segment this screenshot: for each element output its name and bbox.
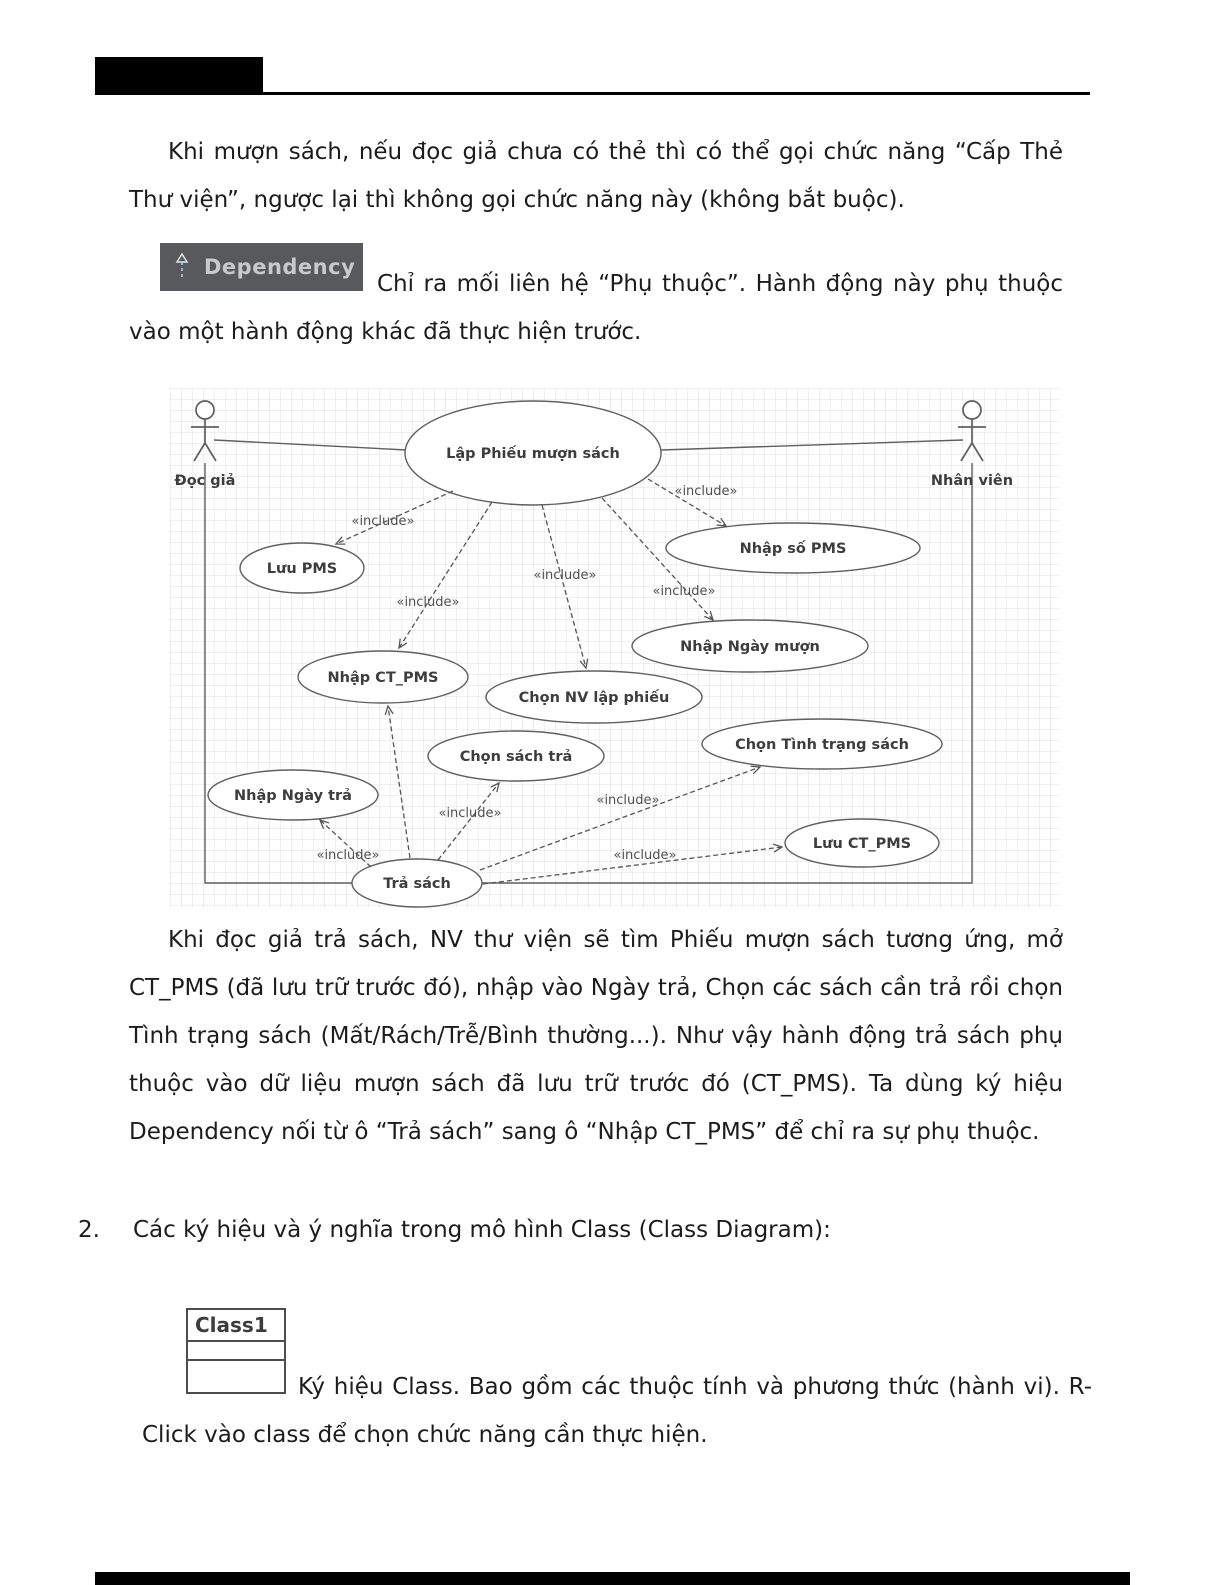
header-rule: [95, 92, 1090, 95]
usecase-label: Lưu CT_PMS: [812, 836, 912, 852]
usecase-diagram-svg: [170, 388, 1060, 908]
class-symbol: [186, 1308, 286, 1394]
include-label: «include»: [652, 584, 716, 599]
list-item-number: 2.: [78, 1217, 100, 1243]
usecase-label: Nhập Ngày mượn: [680, 639, 820, 655]
actor-leg-left: [194, 443, 205, 461]
dependency-badge-content: [160, 243, 363, 291]
dependency-arrow-icon: [170, 250, 194, 284]
usecase-nhap-so-pms: [666, 523, 920, 573]
usecase-tra-sach: [352, 859, 482, 907]
include-label: «include»: [674, 484, 738, 499]
dependency-toolbar-badge: [160, 243, 363, 291]
usecase-nhap-ngay-tra: [208, 770, 378, 820]
usecase-label: Nhập số PMS: [739, 541, 847, 557]
usecase-label: Chọn sách trả: [459, 749, 573, 765]
usecase-luu-pms: [240, 543, 364, 593]
usecase-label: Chọn Tình trạng sách: [735, 737, 909, 753]
actor-leg-right: [205, 443, 216, 461]
list-item-2: [78, 1210, 831, 1250]
class-attributes-compartment: [188, 1342, 284, 1361]
include-label: «include»: [596, 793, 660, 808]
include-label: «include»: [396, 595, 460, 610]
usecase-label: Nhập Ngày trả: [234, 788, 352, 804]
usecase-label: Lập Phiếu mượn sách: [446, 446, 620, 462]
actor-nhan-vien-label: Nhân viên: [930, 473, 1014, 489]
usecase-label: Nhập CT_PMS: [327, 670, 439, 686]
paragraph-2-text: Chỉ ra mối liên hệ “Phụ thuộc”. Hành động này phụ thuộc vào một hành động khác đã thực hiện trước.: [129, 271, 1063, 345]
usecase-nhap-ngay-muon: [632, 620, 868, 672]
usecase-chon-tinh-trang-sach: [702, 719, 942, 769]
actor-leg-left: [961, 443, 972, 461]
usecase-label: Trả sách: [383, 876, 451, 892]
usecase-chon-nv-lap-phieu: [486, 671, 702, 723]
include-label: «include»: [613, 848, 677, 863]
actor-nhan-vien-figure: [958, 401, 986, 461]
actor-doc-gia-figure: [191, 401, 219, 461]
paragraph-4: [142, 1308, 1092, 1459]
paragraph-4-text: Ký hiệu Class. Bao gồm các thuộc tính và phương thức (hành vi). R-Click vào class để chọn chức năng cần thực hiện.: [142, 1374, 1092, 1448]
usecase-luu-ct-pms: [785, 819, 939, 867]
usecase-diagram: [170, 388, 1060, 908]
usecase-label: Lưu PMS: [266, 561, 338, 577]
actor-leg-right: [972, 443, 983, 461]
paragraph-3: Khi đọc giả trả sách, NV thư viện sẽ tìm Phiếu mượn sách tương ứng, mở CT_PMS (đã lưu trữ trước đó), nhập vào Ngày trả, Chọn các sách cần trả rồi chọn Tình trạng sách (Mất/Rách/Trễ/Bình thường...). Như vậy hành động trả sách phụ thuộc vào dữ liệu mượn sách đã lưu trữ trước đó (CT_PMS). Ta dùng ký hiệu Dependency nối từ ô “Trả sách” sang ô “Nhập CT_PMS” để chỉ ra sự phụ thuộc.: [129, 927, 1063, 1145]
class-methods-compartment: [188, 1361, 284, 1388]
association-nhanvien-lapphieu: [661, 440, 963, 450]
usecase-chon-sach-tra: [428, 731, 604, 781]
include-arrow-trasach-chonsachtra: [438, 783, 502, 860]
dependency-arrow-trasach-nhapctpms: [388, 706, 410, 858]
include-label: «include»: [351, 514, 415, 529]
include-arrow-lapphieu-chonnv: [542, 505, 586, 668]
actor-head: [963, 401, 981, 419]
actor-doc-gia-label: Đọc giả: [174, 473, 236, 489]
usecase-nhap-ct-pms: [298, 651, 468, 703]
paragraph-2: [129, 243, 1063, 356]
footer-bar: [95, 1572, 1130, 1585]
actor-head: [196, 401, 214, 419]
include-label: «include»: [316, 848, 380, 863]
class-symbol-title: Class1: [188, 1310, 284, 1342]
header-redaction-box: [95, 57, 263, 95]
include-label: «include»: [438, 806, 502, 821]
paragraph-1: Khi mượn sách, nếu đọc giả chưa có thẻ thì có thể gọi chức năng “Cấp Thẻ Thư viện”, ngược lại thì không gọi chức năng này (không bắt buộc).: [129, 139, 1063, 213]
association-docgia-lapphieu: [214, 440, 407, 450]
usecase-label: Chọn NV lập phiếu: [518, 690, 670, 706]
dependency-badge-label: Dependency: [204, 255, 356, 279]
include-label: «include»: [533, 568, 597, 583]
usecase-lap-phieu-muon-sach: [405, 401, 661, 505]
list-item-text: Các ký hiệu và ý nghĩa trong mô hình Class (Class Diagram):: [133, 1217, 831, 1243]
